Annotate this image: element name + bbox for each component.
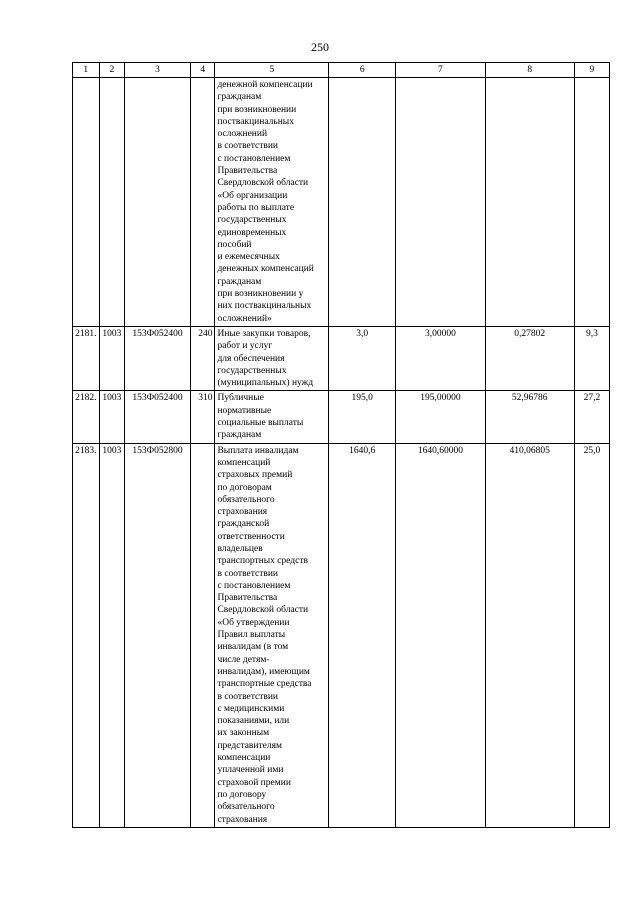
row-number: 2183. bbox=[73, 443, 100, 827]
amount-col6: 195,0 bbox=[329, 391, 396, 443]
percent-col9: 9,3 bbox=[574, 326, 609, 390]
amount-col6 bbox=[329, 78, 396, 327]
header-cell: 4 bbox=[191, 63, 215, 78]
amount-col8: 0,27802 bbox=[485, 326, 574, 390]
description: денежной компенсации гражданам при возникновении поствакцинальных осложнений в соответствии с постановлением Правительства Свердловской области «Об организации работы по выплате государственных единовременных пособий и ежемесячных денежных компенсаций гражданам при возникновении у них поствакцинальных осложнений» bbox=[215, 78, 329, 327]
section-code: 1003 bbox=[99, 443, 125, 827]
header-cell: 1 bbox=[73, 63, 100, 78]
percent-col9: 27,2 bbox=[574, 391, 609, 443]
header-cell: 3 bbox=[125, 63, 191, 78]
header-cell: 9 bbox=[574, 63, 609, 78]
header-cell: 6 bbox=[329, 63, 396, 78]
header-cell: 5 bbox=[215, 63, 329, 78]
amount-col7 bbox=[396, 78, 485, 327]
section-code bbox=[99, 78, 125, 327]
header-cell: 7 bbox=[396, 63, 485, 78]
target-code bbox=[125, 78, 191, 327]
header-row bbox=[73, 63, 610, 78]
percent-col9: 25,0 bbox=[574, 443, 609, 827]
expense-type-code: 240 bbox=[191, 326, 215, 390]
expense-type-code: 310 bbox=[191, 391, 215, 443]
row-number bbox=[73, 78, 100, 327]
amount-col6: 1640,6 bbox=[329, 443, 396, 827]
header-cell: 8 bbox=[485, 63, 574, 78]
table-row bbox=[73, 78, 610, 327]
percent-col9 bbox=[574, 78, 609, 327]
amount-col8 bbox=[485, 78, 574, 327]
table-row bbox=[73, 443, 610, 827]
target-code: 153Ф052800 bbox=[125, 443, 191, 827]
budget-table bbox=[72, 62, 610, 828]
section-code: 1003 bbox=[99, 391, 125, 443]
section-code: 1003 bbox=[99, 326, 125, 390]
row-number: 2182. bbox=[73, 391, 100, 443]
description: Выплата инвалидам компенсаций страховых премий по договорам обязательного страхования гражданской ответственности владельцев транспортных средств в соответствии с постановлением Правительства Свердловской области «Об утверждении Правил выплаты инвалидам (в том числе детям- инвалидам), имеющим транспортные средства в соответствии с медицинскими показаниями, или их законным представителям компенсации уплаченной ими страховой премии по договору обязательного страхования bbox=[215, 443, 329, 827]
expense-type-code bbox=[191, 443, 215, 827]
amount-col7: 195,00000 bbox=[396, 391, 485, 443]
table-row bbox=[73, 391, 610, 443]
description: Иные закупки товаров, работ и услуг для обеспечения государственных (муниципальных) нужд bbox=[215, 326, 329, 390]
target-code: 153Ф052400 bbox=[125, 391, 191, 443]
description: Публичные нормативные социальные выплаты гражданам bbox=[215, 391, 329, 443]
page-number: 250 bbox=[311, 40, 329, 54]
amount-col8: 410,06805 bbox=[485, 443, 574, 827]
amount-col6: 3,0 bbox=[329, 326, 396, 390]
amount-col7: 3,00000 bbox=[396, 326, 485, 390]
row-number: 2181. bbox=[73, 326, 100, 390]
target-code: 153Ф052400 bbox=[125, 326, 191, 390]
header-cell: 2 bbox=[99, 63, 125, 78]
table-row bbox=[73, 326, 610, 390]
amount-col8: 52,96786 bbox=[485, 391, 574, 443]
expense-type-code bbox=[191, 78, 215, 327]
amount-col7: 1640,60000 bbox=[396, 443, 485, 827]
